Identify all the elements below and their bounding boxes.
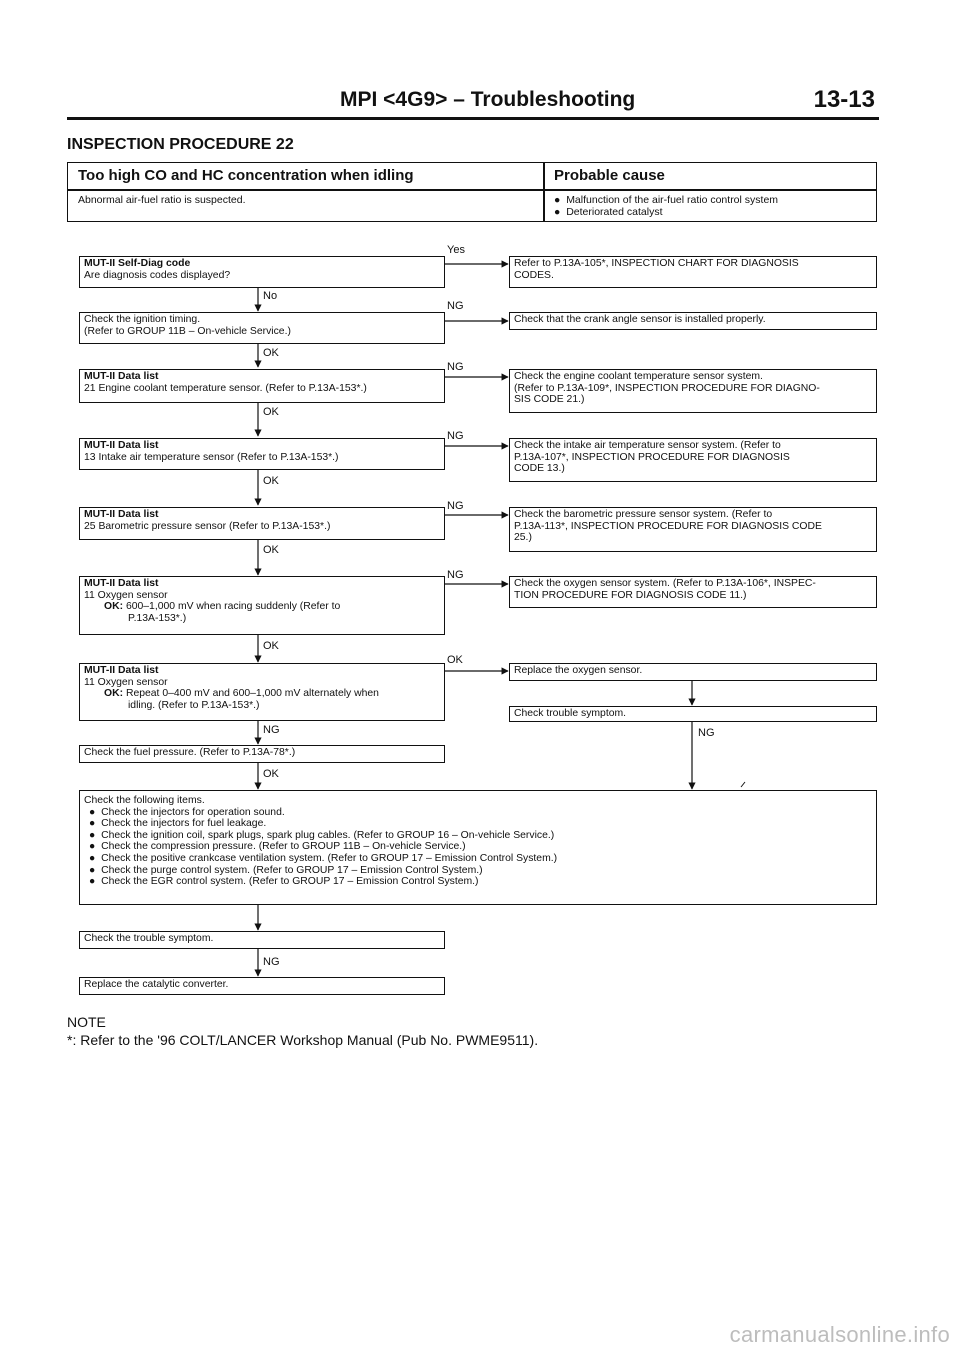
page-title: MPI <4G9> – Troubleshooting: [340, 88, 636, 111]
branch-label-yes: Yes: [447, 244, 465, 256]
branch-label-ng: NG: [447, 500, 464, 512]
check-item: ● Check the injectors for fuel leakage.: [89, 818, 267, 830]
cause-item: ● Deteriorated catalyst: [554, 206, 663, 218]
result-barometric-pressure-system: Check the barometric pressure sensor system. (Refer to P.13A-113*, INSPECTION PROCEDURE FOR DIAGNOSIS CODE 25.): [509, 507, 877, 552]
symptom-header: Too high CO and HC concentration when idling: [78, 167, 414, 184]
check-item: ● Check the purge control system. (Refer to GROUP 17 – Emission Control System.): [89, 864, 483, 876]
step-barometric-pressure-sensor: MUT-II Data list 25 Barometric pressure sensor (Refer to P.13A-153*.): [79, 507, 445, 540]
result-coolant-temp-system: Check the engine coolant temperature sensor system. (Refer to P.13A-109*, INSPECTION PROCEDURE FOR DIAGNO- SIS CODE 21.): [509, 369, 877, 413]
step-fuel-pressure: Check the fuel pressure. (Refer to P.13A-78*.): [79, 745, 445, 763]
result-check-trouble-symptom: Check trouble symptom.: [509, 706, 877, 722]
flow-label-ok: OK: [263, 544, 279, 556]
step-coolant-temp-sensor: MUT-II Data list 21 Engine coolant temperature sensor. (Refer to P.13A-153*.): [79, 369, 445, 403]
step-trouble-symptom: Check the trouble symptom.: [79, 931, 445, 949]
flow-label-no: No: [263, 290, 278, 302]
flow-label-ng: NG: [263, 724, 280, 736]
flow-label-ok: OK: [263, 475, 279, 487]
procedure-title: INSPECTION PROCEDURE 22: [67, 136, 294, 153]
flow-label-ok: OK: [263, 768, 279, 780]
branch-label-ng: NG: [447, 569, 464, 581]
cause-header: Probable cause: [554, 167, 665, 184]
symptom-text: Abnormal air-fuel ratio is suspected.: [78, 194, 246, 206]
note-text: *: Refer to the '96 COLT/LANCER Workshop Manual (Pub No. PWME9511).: [67, 1032, 539, 1048]
note: [67, 1013, 538, 1049]
step-replace-catalytic-converter: Replace the catalytic converter.: [79, 977, 445, 995]
check-item: ● Check the positive crankcase ventilation system. (Refer to GROUP 17 – Emission Control System.): [89, 852, 558, 864]
note-title: NOTE: [67, 1014, 106, 1030]
branch-label-ng: NG: [447, 430, 464, 442]
result-crank-angle-sensor: Check that the crank angle sensor is installed properly.: [509, 312, 877, 330]
step-intake-air-temp-sensor: MUT-II Data list 13 Intake air temperature sensor (Refer to P.13A-153*.): [79, 438, 445, 470]
step-oxygen-sensor-racing: MUT-II Data list 11 Oxygen sensor OK: 600–1,000 mV when racing suddenly (Refer to P.13A-153*.): [79, 576, 445, 635]
flow-label-ok: OK: [263, 406, 279, 418]
flow-label-ng: NG: [698, 727, 715, 739]
step-oxygen-sensor-idling: MUT-II Data list 11 Oxygen sensor OK: Repeat 0–400 mV and 600–1,000 mV alternately when idling. (Refer to P.13A-153*.): [79, 663, 445, 721]
step-ignition-timing: Check the ignition timing. (Refer to GROUP 11B – On-vehicle Service.): [79, 312, 445, 344]
check-item: ● Check the compression pressure. (Refer to GROUP 11B – On-vehicle Service.): [89, 841, 466, 853]
check-item: ● Check the EGR control system. (Refer to GROUP 17 – Emission Control System.): [89, 876, 479, 888]
check-item: ● Check the injectors for operation sound.: [89, 806, 285, 818]
branch-label-ng: NG: [447, 361, 464, 373]
cause-item: ● Malfunction of the air-fuel ratio control system: [554, 194, 779, 206]
step-self-diag-code: MUT-II Self-Diag code Are diagnosis codes displayed?: [79, 256, 445, 288]
result-replace-oxygen-sensor: Replace the oxygen sensor.: [509, 663, 877, 681]
branch-label-ok: OK: [447, 654, 463, 666]
flow-label-ng: NG: [263, 956, 280, 968]
result-oxygen-sensor-system: Check the oxygen sensor system. (Refer to P.13A-106*, INSPEC- TION PROCEDURE FOR DIAGNOSIS CODE 11.): [509, 576, 877, 608]
flow-label-ok: OK: [263, 640, 279, 652]
flow-label-ok: OK: [263, 347, 279, 359]
result-inspection-chart: Refer to P.13A-105*, INSPECTION CHART FOR DIAGNOSIS CODES.: [509, 256, 877, 288]
result-intake-air-temp-system: Check the intake air temperature sensor system. (Refer to P.13A-107*, INSPECTION PROCEDURE FOR DIAGNOSIS CODE 13.): [509, 438, 877, 482]
page-number: 13-13: [813, 86, 875, 113]
step-check-items: Check the following items. ● Check the injectors for operation sound. ● Check the injectors for fuel leakage. ● Check the ignition coil, spark plugs, spark plug cables. (Refer to GROUP 16 – On-vehicle Service.) ● Check the compression pressure. (Refer to GROUP 11B – On-vehicle Service.) ● Check the positive crankcase ventilation system. (Refer to GROUP 17 – Emission Control System.) ● Check the purge control system. (Refer to GROUP 17 – Emission Control System.) ● Check the EGR control system. (Refer to GROUP 17 – Emission Control System.): [79, 790, 877, 905]
watermark: carmanualsonline.info: [729, 1322, 950, 1347]
check-item: ● Check the ignition coil, spark plugs, spark plug cables. (Refer to GROUP 16 – On-vehicle Service.): [89, 829, 555, 841]
branch-label-ng: NG: [447, 300, 464, 312]
